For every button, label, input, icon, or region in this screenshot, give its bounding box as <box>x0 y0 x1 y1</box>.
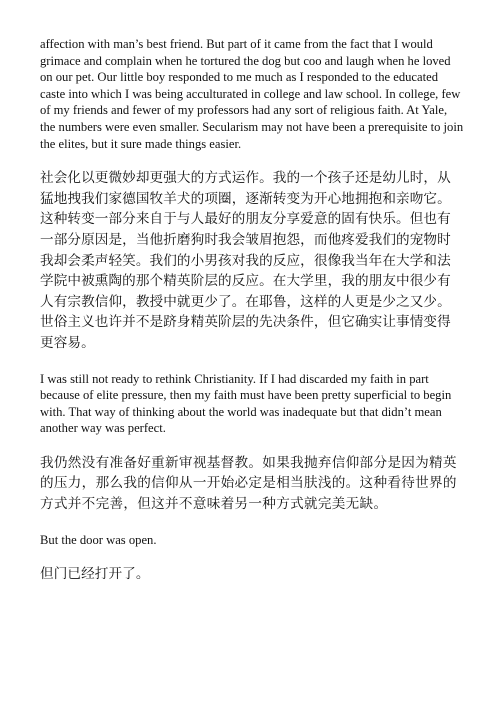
document-page <box>40 36 464 602</box>
paragraph-english-2: I was still not ready to rethink Christianity. If I had discarded my faith in part because of elite pressure, then my faith must have been pretty superficial to begin with. That way of thinking about the world was inadequate but that didn’t mean another way was perfect. <box>40 371 452 436</box>
paragraph-chinese-3: 但门已经打开了。 <box>40 566 150 583</box>
paragraph-chinese-2: 我仍然没有准备好重新审视基督教。如果我抛弃信仰部分是因为精英的压力，那么我的信仰从一开始必定是相当肤浅的。这种看待世界的方式并不完善，但这并不意味着另一种方式就完美无缺。 <box>40 454 457 513</box>
paragraph-english-1: affection with man’s best friend. But part of it came from the fact that I would grimace and complain when he tortured the dog but coo and laugh when he loved on our pet. Our little boy responded to me much as I responded to the educated caste into which I was being acculturated in college and law school. In college, few of my friends and fewer of my professors had any sort of religious faith. At Yale, the numbers were even smaller. Secularism may not have been a prerequisite to join the elites, but it sure made things easier. <box>40 37 464 151</box>
paragraph-chinese-1: 社会化以更微妙却更强大的方式运作。我的一个孩子还是幼儿时，从猛地拽我们家德国牧羊犬的项圈，逐渐转变为开心地拥抱和亲吻它。这种转变一部分来自于与人最好的朋友分享爱意的固有快乐。但也有一部分原因是，当他折磨狗时我会皱眉抱怨，而他疼爱我们的宠物时我却会柔声轻笑。我们的小男孩对我的反应，很像我当年在大学和法学院中被熏陶的那个精英阶层的反应。在大学里，我的朋友中很少有人有宗教信仰，教授中就更少了。在耶鲁，这样的人更是少之又少。世俗主义也许并不是跻身精英阶层的先决条件，但它确实让事情变得更容易。 <box>40 170 451 351</box>
paragraph-english-3: But the door was open. <box>40 532 157 547</box>
